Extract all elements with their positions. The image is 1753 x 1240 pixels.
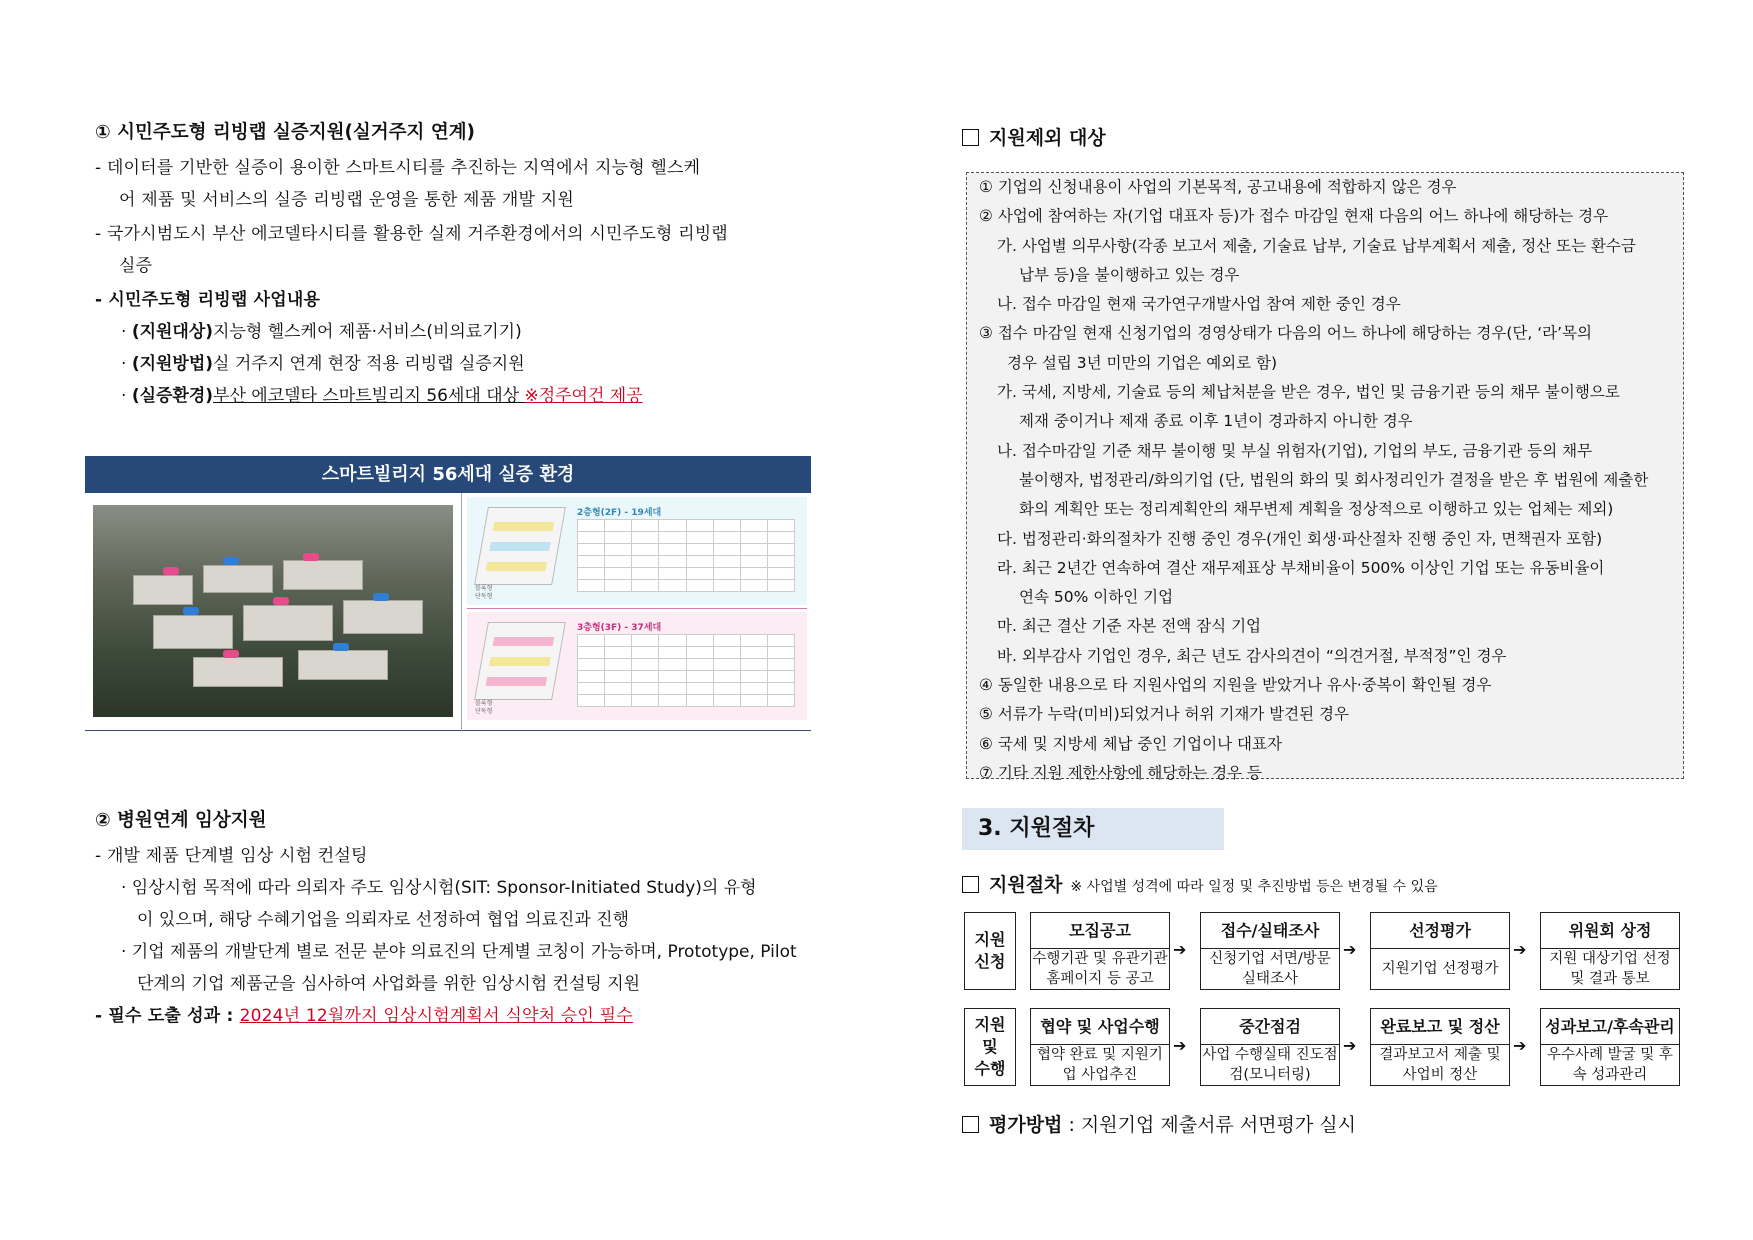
exclusion-line: 나. 접수마감일 기준 채무 불이행 및 부실 위험자(기업), 기업의 부도, 금융기관 등의 채무	[997, 441, 1593, 460]
arrow-right-icon: ➔	[1513, 1036, 1527, 1055]
detail-item	[95, 380, 815, 412]
building-shape	[193, 657, 283, 687]
flow-step-box	[1200, 1008, 1340, 1086]
exclusion-line: 제재 중이거나 제재 종료 이후 1년이 경과하지 아니한 경우	[1019, 412, 1413, 431]
flow-step-box	[1030, 1008, 1170, 1086]
flow-step-desc: 결과보고서 제출 및 사업비 정산	[1379, 1047, 1501, 1083]
floor-plan-3f	[467, 612, 807, 720]
exclusion-line: 마. 최근 결산 기준 자본 전액 잠식 기업	[997, 617, 1262, 636]
arrow-right-icon: ➔	[1173, 1036, 1187, 1055]
flow-step-desc: 지원기업 선정평가	[1381, 961, 1499, 977]
unit-marker	[273, 597, 289, 605]
flow-step-box	[1370, 912, 1510, 990]
plan-legend	[475, 700, 492, 716]
site-plan	[474, 507, 566, 585]
exclusion-line: ① 기업의 신청내용이 사업의 기본목적, 공고내용에 적합하지 않은 경우	[979, 178, 1457, 196]
detail-text-cont: 이 있으며, 해당 수혜기업을 의뢰자로 선정하여 협업 의료진과 진행	[137, 910, 630, 930]
unit-marker	[223, 650, 239, 658]
detail-label: (지원방법)	[131, 354, 214, 374]
flow-step-desc: 협약 완료 및 지원기업 사업추진	[1037, 1047, 1163, 1083]
exclusion-box	[966, 172, 1684, 782]
bullet-item: - 개발 제품 단계별 임상 시험 컨설팅	[95, 846, 368, 866]
procedure-heading	[962, 870, 1438, 897]
exclusion-line: ④ 동일한 내용으로 타 지원사업의 지원을 받았거나 유사·중복이 확인될 경우	[979, 676, 1492, 695]
section-clinical	[95, 806, 815, 1032]
exclusion-line: 다. 법정관리·화의절차가 진행 중인 경우(개인 회생·파산절차 진행 중인 자, 면책권자 포함)	[997, 529, 1603, 548]
block-strip	[486, 562, 548, 571]
detail-item	[95, 936, 815, 1000]
aerial-photo	[93, 505, 453, 717]
exclusion-line: 가. 사업별 의무사항(각종 보고서 제출, 기술료 납부, 기술료 납부계획서 제출, 정산 또는 환수금	[997, 236, 1636, 255]
exclusion-line: 가. 국세, 지방세, 기술료 등의 체납처분을 받은 경우, 법인 및 금융기관 등의 채무 불이행으로	[997, 383, 1620, 402]
bullet-text: - 데이터를 기반한 실증이 용이한 스마트시티를 추진하는 지역에서 지능형 헬스케	[95, 158, 701, 178]
divider	[467, 608, 807, 609]
outcome-label: - 필수 도출 성과 :	[95, 1006, 240, 1026]
exclusion-line: ⑤ 서류가 누락(미비)되었거나 허위 기재가 발견된 경우	[979, 705, 1349, 724]
flow-step-desc: 신청기업 서면/방문 실태조사	[1209, 951, 1331, 987]
detail-text: 실 거주지 연계 현장 적용 리빙랩 실증지원	[213, 354, 525, 374]
building-shape	[283, 560, 363, 590]
highlight-note: ※정주여건 제공	[524, 386, 643, 406]
detail-item	[95, 872, 815, 936]
flow-step-title: 위원회 상정	[1541, 913, 1679, 949]
block-strip	[489, 542, 551, 551]
unit-marker	[373, 593, 389, 601]
plan-title: 2층형(2F) - 19세대	[577, 508, 662, 518]
flow-step-title: 협약 및 사업수행	[1031, 1009, 1169, 1045]
bullet-item	[95, 218, 815, 282]
detail-label: (실증환경)	[131, 386, 214, 406]
exclusion-line: ⑦ 기타 지원 제한사항에 해당하는 경우 등	[979, 763, 1263, 782]
detail-item	[95, 316, 815, 348]
flow-step-title: 선정평가	[1371, 913, 1509, 949]
outcome-text: 2024년 12월까지 임상시험계획서 식약처 승인 필수	[239, 1006, 633, 1026]
exclusion-line: 납부 등)을 불이행하고 있는 경우	[1019, 265, 1240, 284]
exclusion-line: 불이행자, 법정관리/화의기업 (단, 법원의 화의 및 회사정리인가 결정을 받은 후 법원에 제출한	[1019, 470, 1649, 489]
flow-step-box	[1540, 912, 1680, 990]
exclusion-line: ③ 접수 마감일 현재 신청기업의 경영상태가 다음의 어느 하나에 해당하는 경우(단, ‘라’목의	[979, 324, 1592, 343]
floor-plan-2f	[467, 497, 807, 605]
checkbox-square-icon	[962, 1116, 979, 1133]
flow-step-desc: 수행기관 및 유관기관 홈페이지 등 공고	[1032, 951, 1168, 987]
dot-marker: ·	[121, 322, 127, 342]
divider	[461, 493, 462, 731]
procedure-title: 지원절차	[989, 874, 1063, 896]
legend-item: 단독형	[475, 593, 493, 600]
unit-table	[577, 519, 795, 592]
detail-text: 부산 에코델타 스마트빌리지 56세대 대상	[213, 386, 525, 406]
flow-step-desc: 사업 수행실태 진도점검(모니터링)	[1202, 1047, 1338, 1083]
detail-text: 지능형 헬스케어 제품·서비스(비의료기기)	[213, 322, 522, 342]
flow-step-title: 중간점검	[1201, 1009, 1339, 1045]
legend-item: 블록형	[475, 585, 493, 592]
bullet-heading: - 시민주도형 리빙랩 사업내용	[95, 290, 321, 310]
bullet-text-cont: 어 제품 및 서비스의 실증 리빙랩 운영을 통한 제품 개발 지원	[119, 190, 574, 210]
procedure-note: ※ 사업별 성격에 따라 일정 및 추진방법 등은 변경될 수 있음	[1070, 879, 1438, 895]
detail-text: · 기업 제품의 개발단계 별로 전문 분야 의료진의 단계별 코칭이 가능하며, Prototype, Pilot	[121, 942, 797, 962]
plan-title: 3층형(3F) - 37세대	[577, 623, 662, 633]
checkbox-square-icon	[962, 129, 979, 146]
flow-step-box	[1540, 1008, 1680, 1086]
dot-marker: ·	[121, 386, 127, 406]
exclusion-heading	[962, 123, 1106, 150]
panel-body	[85, 493, 811, 731]
block-strip	[486, 677, 548, 686]
required-outcome	[95, 1000, 815, 1032]
bullet-item	[95, 152, 815, 216]
site-plan	[474, 622, 566, 700]
flow-step-title: 성과보고/후속관리	[1541, 1009, 1679, 1045]
flow-step-box	[1030, 912, 1170, 990]
building-shape	[203, 565, 273, 593]
flow-step-desc: 우수사례 발굴 및 후속 성과관리	[1547, 1047, 1673, 1083]
building-shape	[343, 600, 423, 634]
smart-village-panel	[85, 456, 811, 731]
legend-item: 단독형	[475, 708, 493, 715]
eval-text: : 지원기업 제출서류 서면평가 실시	[1062, 1114, 1356, 1136]
arrow-right-icon: ➔	[1343, 940, 1357, 959]
unit-marker	[223, 557, 239, 565]
detail-text-cont: 단계의 기업 제품군을 심사하여 사업화를 위한 임상시험 컨설팅 지원	[137, 974, 641, 994]
exclusion-line: 화의 계획안 또는 정리계획안의 채무변제 계획을 정상적으로 이행하고 있는 업체는 제외)	[1019, 500, 1614, 519]
exclusion-line: 연속 50% 이하인 기업	[1019, 588, 1174, 607]
building-shape	[243, 605, 333, 641]
section-living-lab	[95, 118, 815, 412]
plan-legend	[475, 585, 492, 601]
arrow-right-icon: ➔	[1513, 940, 1527, 959]
flow-row-label: 지원 및 수행	[964, 1008, 1016, 1086]
exclusion-line: 나. 접수 마감일 현재 국가연구개발사업 참여 제한 중인 경우	[997, 295, 1401, 314]
building-shape	[153, 615, 233, 649]
flow-step-title: 접수/실태조사	[1201, 913, 1339, 949]
section-title: ① 시민주도형 리빙랩 실증지원(실거주지 연계)	[95, 122, 476, 143]
exclusion-line: 라. 최근 2년간 연속하여 결산 재무제표상 부채비율이 500% 이상인 기업 또는 유동비율이	[997, 558, 1605, 577]
arrow-right-icon: ➔	[1343, 1036, 1357, 1055]
bullet-text: - 국가시범도시 부산 에코델타시티를 활용한 실제 거주환경에서의 시민주도형 리빙랩	[95, 224, 728, 244]
flow-step-box	[1370, 1008, 1510, 1086]
exclusion-line: 경우 설립 3년 미만의 기업은 예외로 함)	[1007, 353, 1278, 372]
building-shape	[298, 650, 388, 680]
block-strip	[493, 637, 555, 646]
checkbox-square-icon	[962, 876, 979, 893]
arrow-right-icon: ➔	[1173, 940, 1187, 959]
detail-text: · 임상시험 목적에 따라 의뢰자 주도 임상시험(SIT: Sponsor-Initiated Study)의 유형	[121, 878, 757, 898]
building-shape	[133, 575, 193, 605]
flow-step-title: 모집공고	[1031, 913, 1169, 949]
unit-marker	[163, 567, 179, 575]
panel-title: 스마트빌리지 56세대 실증 환경	[85, 456, 811, 493]
detail-label: (지원대상)	[131, 322, 214, 342]
legend-item: 블록형	[475, 700, 493, 707]
section-3-title: 3. 지원절차	[962, 808, 1224, 850]
block-strip	[493, 522, 555, 531]
block-strip	[489, 657, 551, 666]
exclusion-title: 지원제외 대상	[989, 127, 1106, 149]
unit-marker	[303, 553, 319, 561]
unit-marker	[183, 607, 199, 615]
exclusion-line: ⑥ 국세 및 지방세 체납 중인 기업이나 대표자	[979, 734, 1282, 753]
flow-step-desc: 지원 대상기업 선정 및 결과 통보	[1549, 951, 1671, 987]
section-title: ② 병원연계 임상지원	[95, 810, 267, 831]
unit-marker	[333, 643, 349, 651]
exclusion-line: 바. 외부감사 기업인 경우, 최근 년도 감사의견이 “의견거절, 부적정”인 경우	[997, 646, 1507, 665]
flow-step-box	[1200, 912, 1340, 990]
evaluation-method	[962, 1110, 1356, 1137]
bullet-text-cont: 실증	[119, 256, 153, 276]
unit-table	[577, 634, 795, 707]
dot-marker: ·	[121, 354, 127, 374]
exclusion-line: ② 사업에 참여하는 자(기업 대표자 등)가 접수 마감일 현재 다음의 어느 하나에 해당하는 경우	[979, 207, 1609, 226]
flow-row-label: 지원 신청	[964, 912, 1016, 990]
flow-step-title: 완료보고 및 정산	[1371, 1009, 1509, 1045]
eval-label: 평가방법	[989, 1114, 1063, 1136]
detail-item	[95, 348, 815, 380]
